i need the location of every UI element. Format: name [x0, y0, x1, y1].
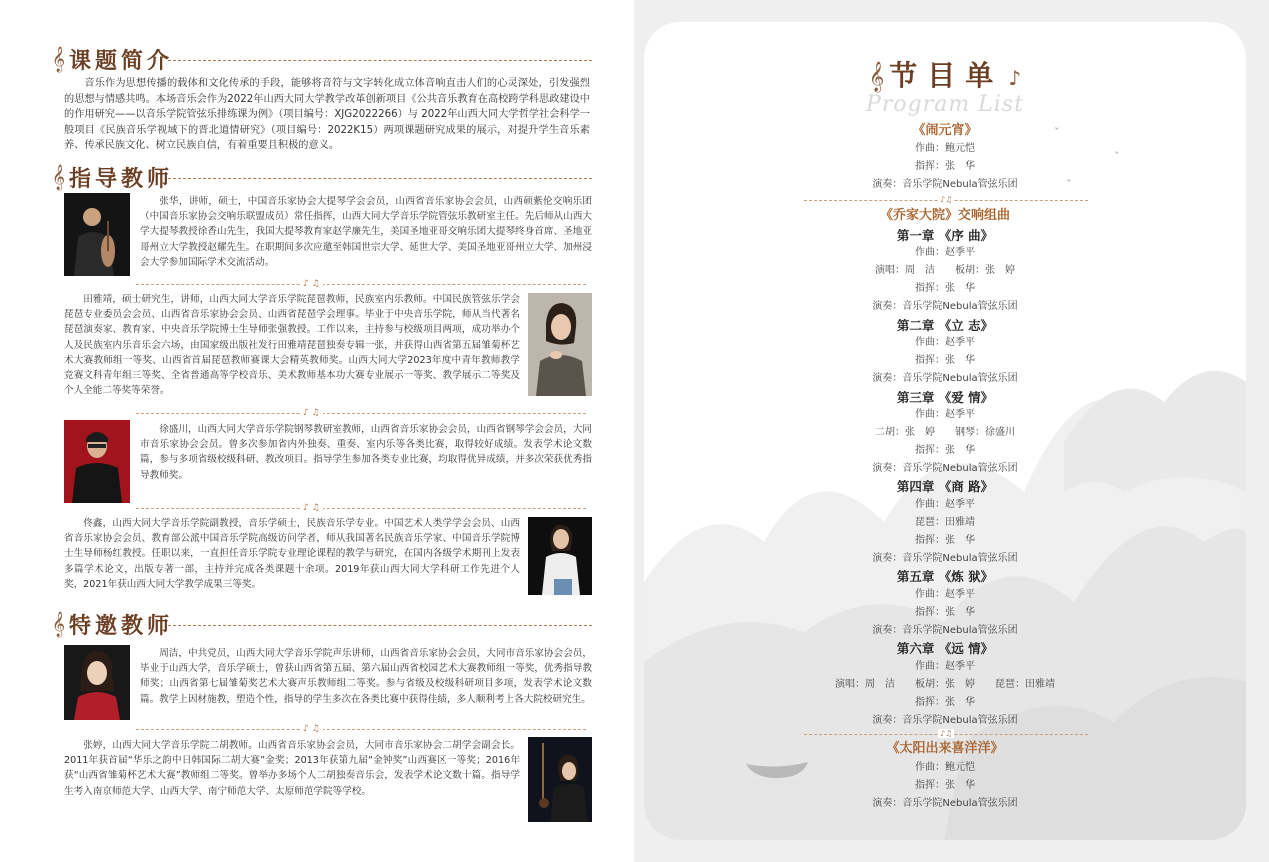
music-note-icon: ♪ ♫ [300, 503, 323, 513]
program-line: 指挥：张 华 [915, 355, 975, 366]
treble-clef-icon: 𝄞 [52, 611, 66, 637]
program-line: 演奏：音乐学院Nebula管弦乐团 [872, 553, 1018, 564]
program-line: 作曲：赵季平 [915, 247, 975, 258]
treble-clef-icon: 𝄞 [52, 46, 66, 72]
teacher-photo-xushengchuan [64, 420, 130, 503]
program-card [644, 22, 1246, 840]
bio-divider-2 [136, 413, 586, 414]
intro-title: 课题简介 [69, 47, 174, 74]
program-line: 指挥：张 华 [915, 697, 975, 708]
bird-icon: ˇ [1114, 150, 1120, 163]
program-line: 演唱：周 洁 板胡：张 婷 [875, 265, 1015, 276]
program-line: 演奏：音乐学院Nebula管弦乐团 [872, 625, 1018, 636]
boat-icon [744, 758, 810, 788]
teacher-photo-zhanghua-image [64, 193, 130, 276]
chapter-title: 第一章 《序 曲》 [896, 228, 994, 243]
program-line: 作曲：赵季平 [915, 337, 975, 348]
chapter-title: 第五章 《炼 狱》 [896, 569, 994, 584]
invited-section-title [52, 607, 173, 641]
work-title-naoyuanxiao: 《闹元宵》 [912, 123, 978, 138]
program-subtitle: Program List [866, 92, 1024, 117]
teacher-bio-zhoujie: 周洁，中共党员，山西大同大学音乐学院声乐讲师，山西省音乐家协会会员，大同市音乐家协会会员，毕业于山西大学，音乐学硕士，曾获山西省第五届、第六届山西省校园艺术大赛教师组一等奖，优秀指导教师奖；山西省第七届雏菊奖艺术大赛声乐教师组二等奖。参与省级及校级科研项目多项，发表学术论文数篇。教学上因材施教，塑造个性，指导的学生多次在各类比赛中获得佳绩，多人顺利考上各大院校研究生。 [140, 648, 592, 705]
music-note-icon: ♪ ♫ [300, 408, 323, 418]
teacher-photo-tianyajing-image [528, 293, 592, 396]
program-line: 指挥：张 华 [915, 780, 975, 791]
music-note-icon: ♪ ♫ [300, 279, 323, 289]
work-title-taiyangchulai: 《太阳出来喜洋洋》 [886, 741, 1004, 756]
program-title-text: 节目单 [889, 59, 1004, 92]
program-line: 指挥：张 华 [915, 445, 975, 456]
program-line: 指挥：张 华 [915, 283, 975, 294]
teacher-bio-zhanghua: 张华，讲师，硕士，中国音乐家协会大提琴学会会员，山西省音乐家协会会员，山西硕紫伦交响乐团（中国音乐家协会交响乐联盟成员）常任指挥，山西大同大学音乐学院管弦乐教研室主任。先后师从山西大学大提琴教授徐香山先生，我国大提琴教育家赵学廉先生，美国圣地亚哥交响乐团大提琴终身首席、圣地亚哥州立大学教授赵耀先生。在职期间多次应邀至韩国世宗大学、延世大学、美国圣地亚哥州立大学、加州浸会大学参加国际学术交流活动。 [140, 196, 592, 268]
program-line: 演奏：音乐学院Nebula管弦乐团 [872, 798, 1018, 809]
program-line: 演奏：音乐学院Nebula管弦乐团 [872, 715, 1018, 726]
teacher-bio-zhangting: 张婷，山西大同大学音乐学院二胡教师。山西省音乐家协会会员，大同市音乐家协会二胡学会副会长。2011年获首届“华乐之韵中日韩国际二胡大赛”金奖；2013年获第九届“金钟奖”山西赛区一等奖；2016年获“山西省雏菊杯艺术大赛”教师组二等奖。曾举办多场个人二胡独奏音乐会，发表学术论文数十篇。指导学生考入南京师范大学、山西大学、南宁师范大学、太原师范学院等学校。 [64, 740, 520, 797]
intro-section-title [52, 42, 173, 76]
teacher-photo-zhangting [528, 737, 592, 822]
teacher-bio-tianyajing: 田雅靖，硕士研究生，讲师，山西大同大学音乐学院琵琶教师，民族室内乐教师。中国民族管弦乐学会琵琶专业委员会会员、山西省音乐家协会会员、山西省琵琶学会理事。毕业于中央音乐学院，师从当代著名琵琶演奏家、教育家、中央音乐学院博士生导师张强教授。工作以来，主持参与校级项目两项，成功举办个人及民族室内乐音乐会六场，由国家级出版社发行田雅靖琵琶独奏专辑一张，并获得山西省第五届雏菊杯艺术大赛教师组一等奖、山西省首届琵琶教师赛课大会精英教师奖。山西大同大学2023年度中青年教师教学竞赛文科青年组三等奖、全省普通高等学校音乐、美术教师基本功大赛专业展示一等奖、教学展示二等奖及个人全能二等奖等荣誉。 [64, 294, 520, 397]
chapter-title: 第三章 《爱 情》 [896, 390, 994, 405]
bio-divider-4 [136, 729, 586, 730]
music-note-icon: ♪ ♫ [300, 724, 323, 734]
program-line: 作曲：赵季平 [915, 409, 975, 420]
program-line: 作曲：赵季平 [915, 661, 975, 672]
program-line: 演奏：音乐学院Nebula管弦乐团 [872, 373, 1018, 384]
program-line: 指挥：张 华 [915, 607, 975, 618]
teacher-photo-zhoujie [64, 645, 130, 720]
program-line: 作曲：赵季平 [915, 589, 975, 600]
left-page [0, 0, 634, 862]
teacher-photo-tianyajing [528, 293, 592, 396]
invited-title-dotline [168, 625, 592, 626]
right-page [634, 0, 1269, 862]
teacher-photo-zhangting-image [528, 737, 592, 822]
bio-divider-3 [136, 508, 586, 509]
guide-section-title [52, 160, 173, 194]
teacher-photo-zhanghua [64, 193, 130, 276]
guide-title: 指导教师 [69, 165, 174, 192]
invited-title: 特邀教师 [69, 612, 174, 639]
program-line: 演奏：音乐学院Nebula管弦乐团 [872, 179, 1018, 190]
guide-title-dotline [168, 178, 592, 179]
intro-title-dotline [168, 60, 592, 61]
music-note-icon: ♪♫ [940, 729, 953, 738]
program-line: 演唱：周 洁 板胡：张 婷 琵琶：田雅靖 [835, 679, 1055, 690]
program-line: 二胡：张 婷 钢琴：徐盛川 [875, 427, 1015, 438]
intro-paragraph: 音乐作为思想传播的载体和文化传承的手段，能够将音符与文字转化成立体音响直击人们的心灵深处，引发强烈的思想与情感共鸣。本场音乐会作为2022年山西大同大学教学改革创新项目《公共音乐教育在高校跨学科思政建设中的作用研究——以音乐学院管弦乐排练课为例》（项目编号：XJG2022266）与 2022年山西大同大学哲学社会科学一般项目《民族音乐学视域下的晋北道情研究》（项目编号：2022K15）两项课题研究成果的展示，对提升学生音乐素养、传承民族文化、树立民族自信，有着重要且积极的意义。 [64, 78, 590, 152]
teacher-bio-xushengchuan: 徐盛川，山西大同大学音乐学院钢琴教研室教师，山西省音乐家协会会员，山西省钢琴学会会员，大同市音乐家协会会员。曾多次参加省内外独奏、重奏、室内乐等各类比赛，取得较好成绩。发表学术论文数篇，参与多项省级校级科研、教改项目。指导学生参加各类专业比赛，均取得优异成绩，并多次荣获优秀指导教师奖。 [140, 424, 592, 481]
program-line: 演奏：音乐学院Nebula管弦乐团 [872, 463, 1018, 474]
bird-icon: ˇ [1054, 126, 1060, 139]
teacher-photo-tongxin [528, 517, 592, 595]
program-line: 演奏：音乐学院Nebula管弦乐团 [872, 301, 1018, 312]
program-line: 指挥：张 华 [915, 535, 975, 546]
teacher-photo-xushengchuan-image [64, 420, 130, 503]
teacher-bio-tongxin: 佟鑫，山西大同大学音乐学院副教授，音乐学硕士，民族音乐学专业。中国艺术人类学学会会员、山西省音乐家协会会员、教育部公派中国音乐学院高级访问学者，师从我国著名民族音乐学家、中国音乐学院博士生导师杨红教授。任职以来，一直担任音乐学院专业理论课程的教学与研究，在国内各级学术期刊上发表多篇学术论文，出版专著一部，主持并完成各类课题十余项。2019年获山西大同大学科研工作先进个人奖，2021年获山西大同大学教学成果三等奖。 [64, 518, 520, 590]
teacher-photo-tongxin-image [528, 517, 592, 595]
program-line: 作曲：赵季平 [915, 499, 975, 510]
bird-icon: ˇ [1066, 178, 1072, 191]
treble-clef-icon: 𝄞 [868, 62, 885, 92]
chapter-title: 第六章 《远 情》 [896, 641, 994, 656]
bio-divider-1 [136, 284, 586, 285]
teacher-photo-zhoujie-image [64, 645, 130, 720]
program-line: 作曲：鲍元恺 [915, 762, 975, 773]
work-title-qiaojiadayuan: 《乔家大院》交响组曲 [879, 208, 1010, 223]
program-title [644, 54, 1246, 94]
music-note-icon: ♪ [1008, 66, 1022, 90]
music-note-icon: ♪♫ [940, 195, 953, 204]
program-line: 琵琶：田雅靖 [915, 517, 975, 528]
chapter-title: 第四章 《商 路》 [896, 479, 994, 494]
program-line: 指挥：张 华 [915, 161, 975, 172]
chapter-title: 第二章 《立 志》 [896, 318, 994, 333]
program-line: 作曲：鲍元恺 [915, 143, 975, 154]
treble-clef-icon: 𝄞 [52, 164, 66, 190]
